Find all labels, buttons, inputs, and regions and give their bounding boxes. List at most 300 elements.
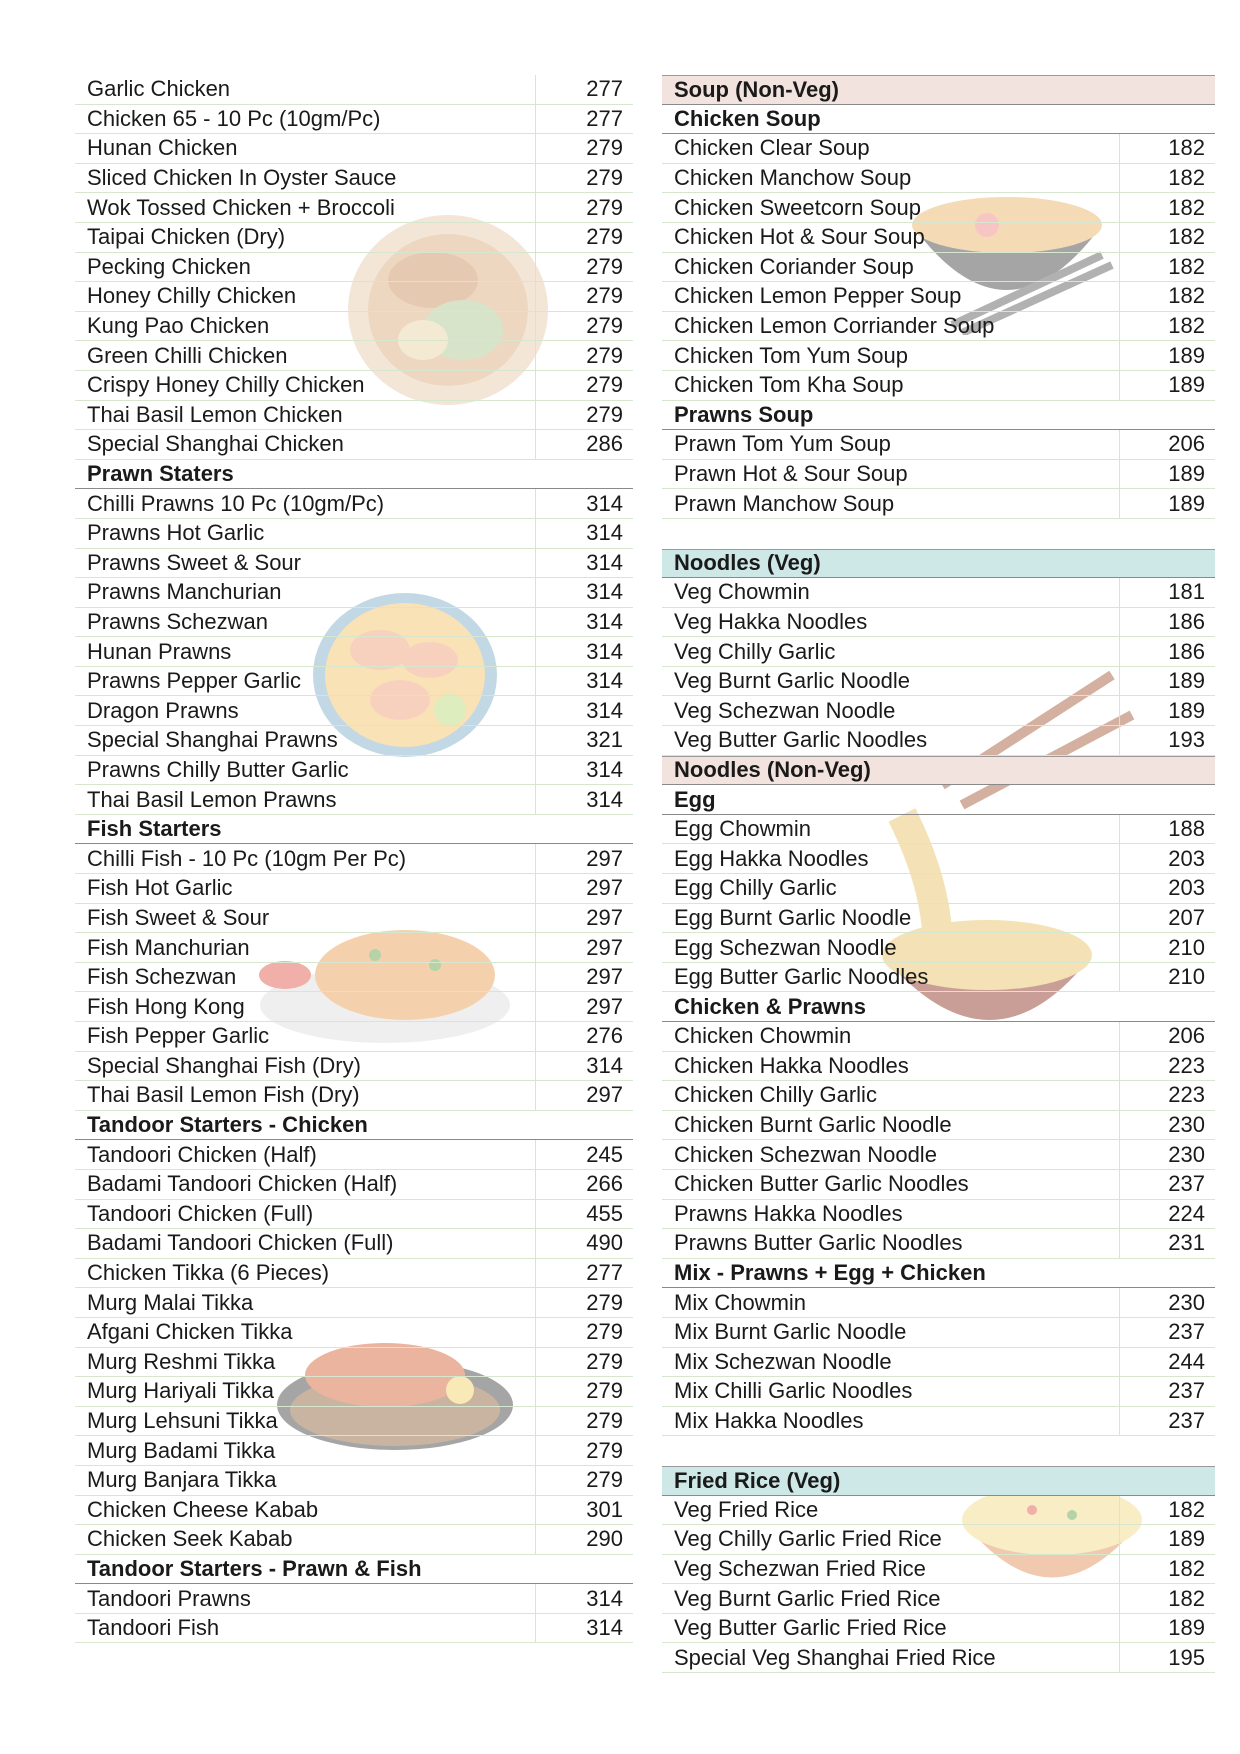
menu-item-price: 297 [535, 992, 633, 1021]
menu-item-name: Garlic Chicken [87, 76, 231, 102]
menu-item-price: 237 [1119, 1170, 1215, 1199]
menu-item-name: Chicken Manchow Soup [674, 165, 912, 191]
menu-item-name: Mix Chowmin [674, 1289, 807, 1315]
menu-item-price: 182 [1119, 164, 1215, 193]
menu-item-price: 279 [535, 341, 633, 370]
menu-item-price: 189 [1119, 460, 1215, 489]
menu-item-row [662, 430, 1215, 460]
menu-item-name: Chicken Clear Soup [674, 135, 870, 161]
menu-item-row [75, 1614, 633, 1644]
menu-item-row [75, 844, 633, 874]
menu-item-row [75, 1288, 633, 1318]
menu-item-price: 314 [535, 549, 633, 578]
menu-item-price: 314 [535, 667, 633, 696]
menu-item-name: Sliced Chicken In Oyster Sauce [87, 165, 397, 191]
menu-item-price: 266 [535, 1170, 633, 1199]
menu-item-name: Egg Chilly Garlic [674, 875, 837, 901]
menu-item-row [662, 844, 1215, 874]
menu-item-row [662, 1525, 1215, 1555]
menu-item-name: Chicken Seek Kabab [87, 1526, 293, 1552]
menu-item-name: Fish Schezwan [87, 964, 237, 990]
menu-item-name: Tandoori Fish [87, 1615, 220, 1641]
menu-item-name: Prawn Hot & Sour Soup [674, 461, 908, 487]
menu-item-price: 279 [535, 1377, 633, 1406]
left-menu-column [75, 75, 633, 1643]
menu-item-name: Prawns Chilly Butter Garlic [87, 756, 349, 782]
menu-item-row [75, 756, 633, 786]
menu-item-price: 230 [1119, 1140, 1215, 1169]
menu-item-name: Special Shanghai Fish (Dry) [87, 1052, 361, 1078]
menu-item-name: Veg Hakka Noodles [674, 608, 868, 634]
menu-item-row [75, 1436, 633, 1466]
menu-item-row [662, 696, 1215, 726]
section-header-tandoor-starters-prawn-fish [75, 1555, 633, 1585]
section-spacer [662, 519, 1215, 549]
menu-item-price: 276 [535, 1022, 633, 1051]
menu-item-price: 321 [535, 726, 633, 755]
section-header-mix-prawns-egg-chicken [662, 1259, 1215, 1289]
menu-item-row [75, 1584, 633, 1614]
menu-item-row [75, 401, 633, 431]
menu-item-price: 279 [535, 401, 633, 430]
menu-item-name: Murg Reshmi Tikka [87, 1348, 276, 1374]
menu-item-name: Veg Butter Garlic Noodles [674, 727, 928, 753]
menu-item-price: 279 [535, 1348, 633, 1377]
menu-item-price: 314 [535, 608, 633, 637]
menu-item-price: 314 [535, 1614, 633, 1643]
menu-item-row [662, 608, 1215, 638]
menu-item-name: Chilli Fish - 10 Pc (10gm Per Pc) [87, 845, 407, 871]
menu-item-row [75, 1525, 633, 1555]
menu-item-row [662, 164, 1215, 194]
menu-item-row [662, 1081, 1215, 1111]
menu-item-name: Prawns Hakka Noodles [674, 1200, 903, 1226]
menu-item-row [75, 1052, 633, 1082]
menu-item-name: Prawns Manchurian [87, 579, 282, 605]
menu-item-price: 279 [535, 164, 633, 193]
menu-item-price: 301 [535, 1496, 633, 1525]
menu-item-row [75, 519, 633, 549]
menu-item-price: 490 [535, 1229, 633, 1258]
menu-item-name: Special Veg Shanghai Fried Rice [674, 1644, 996, 1670]
menu-item-name: Chicken Schezwan Noodle [674, 1141, 937, 1167]
menu-item-price: 279 [535, 1318, 633, 1347]
menu-item-name: Fish Hot Garlic [87, 875, 233, 901]
menu-item-name: Prawn Manchow Soup [674, 490, 895, 516]
menu-item-row [75, 1140, 633, 1170]
menu-item-row [75, 105, 633, 135]
menu-item-row [75, 164, 633, 194]
menu-item-name: Prawns Schezwan [87, 608, 268, 634]
menu-item-row [662, 489, 1215, 519]
menu-item-price: 186 [1119, 637, 1215, 666]
menu-item-name: Chicken Tom Yum Soup [674, 342, 908, 368]
menu-item-name: Mix Hakka Noodles [674, 1408, 864, 1434]
menu-item-row [75, 874, 633, 904]
menu-item-name: Thai Basil Lemon Prawns [87, 786, 337, 812]
menu-item-name: Tandoori Prawns [87, 1585, 251, 1611]
menu-item-price: 237 [1119, 1377, 1215, 1406]
menu-item-price: 279 [535, 253, 633, 282]
menu-item-name: Chicken Burnt Garlic Noodle [674, 1112, 952, 1138]
menu-item-price: 188 [1119, 815, 1215, 844]
menu-item-row [662, 1555, 1215, 1585]
menu-item-row [662, 1584, 1215, 1614]
menu-item-price: 223 [1119, 1052, 1215, 1081]
menu-item-name: Egg Hakka Noodles [674, 845, 869, 871]
menu-item-row [75, 578, 633, 608]
section-header-prawns-soup [662, 401, 1215, 431]
section-title: Fried Rice (Veg) [674, 1467, 841, 1493]
menu-item-name: Mix Schezwan Noodle [674, 1348, 892, 1374]
menu-item-row [75, 1348, 633, 1378]
section-title: Noodles (Non-Veg) [674, 757, 871, 783]
menu-item-name: Chicken Chowmin [674, 1023, 852, 1049]
menu-item-row [662, 637, 1215, 667]
menu-item-name: Egg Schezwan Noodle [674, 934, 897, 960]
menu-item-name: Veg Chilly Garlic [674, 638, 836, 664]
menu-item-row [662, 1288, 1215, 1318]
menu-item-row [662, 1229, 1215, 1259]
menu-item-price: 182 [1119, 1555, 1215, 1584]
section-title: Prawn Staters [87, 461, 234, 487]
menu-item-row [75, 134, 633, 164]
section-header-noodles-non-veg [662, 756, 1215, 786]
menu-item-row [662, 1170, 1215, 1200]
menu-item-price: 279 [535, 1466, 633, 1495]
menu-item-row [662, 1140, 1215, 1170]
menu-item-name: Prawns Pepper Garlic [87, 668, 301, 694]
menu-item-name: Prawn Tom Yum Soup [674, 431, 891, 457]
menu-item-name: Murg Malai Tikka [87, 1289, 254, 1315]
menu-item-price: 279 [535, 1288, 633, 1317]
menu-item-name: Chicken Lemon Corriander Soup [674, 313, 995, 339]
menu-item-name: Murg Hariyali Tikka [87, 1378, 275, 1404]
menu-item-row [75, 1259, 633, 1289]
menu-item-price: 279 [535, 312, 633, 341]
menu-item-price: 223 [1119, 1081, 1215, 1110]
menu-item-row [662, 578, 1215, 608]
section-header-chicken-prawns [662, 992, 1215, 1022]
menu-item-name: Murg Badami Tikka [87, 1437, 276, 1463]
section-title: Egg [674, 786, 716, 812]
menu-item-row [662, 312, 1215, 342]
section-title: Chicken Soup [674, 105, 821, 131]
menu-item-name: Afgani Chicken Tikka [87, 1319, 293, 1345]
menu-item-price: 210 [1119, 933, 1215, 962]
menu-item-price: 237 [1119, 1318, 1215, 1347]
menu-item-row [662, 667, 1215, 697]
menu-item-name: Crispy Honey Chilly Chicken [87, 372, 365, 398]
menu-item-price: 189 [1119, 667, 1215, 696]
menu-item-name: Chicken Lemon Pepper Soup [674, 283, 962, 309]
menu-item-price: 314 [535, 637, 633, 666]
menu-item-price: 314 [535, 696, 633, 725]
menu-item-name: Chicken Hot & Sour Soup [674, 224, 925, 250]
menu-item-price: 189 [1119, 1614, 1215, 1643]
menu-item-name: Badami Tandoori Chicken (Half) [87, 1171, 398, 1197]
menu-item-row [662, 1348, 1215, 1378]
menu-item-price: 182 [1119, 312, 1215, 341]
menu-item-name: Murg Banjara Tikka [87, 1467, 277, 1493]
menu-item-row [75, 1318, 633, 1348]
menu-item-price: 186 [1119, 608, 1215, 637]
menu-item-row [662, 933, 1215, 963]
menu-item-price: 195 [1119, 1643, 1215, 1672]
menu-item-price: 244 [1119, 1348, 1215, 1377]
menu-item-price: 182 [1119, 1584, 1215, 1613]
menu-item-name: Taipai Chicken (Dry) [87, 224, 286, 250]
menu-item-name: Chicken Cheese Kabab [87, 1496, 319, 1522]
menu-item-name: Fish Pepper Garlic [87, 1023, 270, 1049]
menu-item-price: 297 [535, 904, 633, 933]
menu-item-row [662, 1407, 1215, 1437]
menu-item-name: Dragon Prawns [87, 697, 239, 723]
menu-item-row [75, 1229, 633, 1259]
menu-item-row [662, 460, 1215, 490]
menu-item-row [662, 134, 1215, 164]
menu-item-price: 314 [535, 1584, 633, 1613]
menu-item-name: Chicken Tikka (6 Pieces) [87, 1260, 330, 1286]
menu-item-row [662, 1614, 1215, 1644]
menu-item-row [662, 1200, 1215, 1230]
section-header-noodles-veg [662, 549, 1215, 579]
menu-item-name: Honey Chilly Chicken [87, 283, 297, 309]
menu-item-row [75, 608, 633, 638]
section-title: Chicken & Prawns [674, 993, 866, 1019]
section-header-fish-starters [75, 815, 633, 845]
menu-item-price: 279 [535, 371, 633, 400]
menu-item-row [75, 75, 633, 105]
menu-item-row [75, 696, 633, 726]
menu-item-name: Prawns Hot Garlic [87, 520, 265, 546]
menu-item-row [75, 785, 633, 815]
menu-item-price: 245 [535, 1140, 633, 1169]
menu-item-row [75, 223, 633, 253]
menu-item-row [662, 1111, 1215, 1141]
menu-item-name: Veg Burnt Garlic Fried Rice [674, 1585, 941, 1611]
menu-item-price: 230 [1119, 1288, 1215, 1317]
section-title: Noodles (Veg) [674, 550, 821, 576]
menu-item-name: Veg Schezwan Fried Rice [674, 1555, 926, 1581]
menu-item-price: 297 [535, 844, 633, 873]
section-title: Prawns Soup [674, 401, 814, 427]
menu-item-row [75, 1407, 633, 1437]
menu-item-name: Mix Chilli Garlic Noodles [674, 1378, 913, 1404]
menu-item-row [662, 1377, 1215, 1407]
menu-item-price: 230 [1119, 1111, 1215, 1140]
menu-item-price: 182 [1119, 253, 1215, 282]
menu-item-row [75, 1496, 633, 1526]
menu-item-name: Chicken 65 - 10 Pc (10gm/Pc) [87, 105, 381, 131]
menu-item-row [75, 430, 633, 460]
menu-item-name: Chicken Sweetcorn Soup [674, 194, 922, 220]
menu-item-price: 189 [1119, 341, 1215, 370]
menu-item-name: Chicken Chilly Garlic [674, 1082, 877, 1108]
menu-item-price: 455 [535, 1200, 633, 1229]
menu-item-name: Mix Burnt Garlic Noodle [674, 1319, 907, 1345]
menu-item-name: Murg Lehsuni Tikka [87, 1408, 278, 1434]
menu-item-name: Fish Hong Kong [87, 993, 245, 1019]
menu-item-row [75, 933, 633, 963]
menu-item-row [662, 1022, 1215, 1052]
menu-item-name: Kung Pao Chicken [87, 313, 270, 339]
menu-item-row [75, 904, 633, 934]
menu-item-name: Veg Burnt Garlic Noodle [674, 668, 911, 694]
menu-item-name: Green Chilli Chicken [87, 342, 288, 368]
menu-item-price: 277 [535, 1259, 633, 1288]
menu-item-name: Veg Chowmin [674, 579, 810, 605]
menu-item-price: 297 [535, 874, 633, 903]
menu-item-row [662, 1643, 1215, 1673]
menu-item-row [662, 963, 1215, 993]
menu-item-row [75, 1377, 633, 1407]
menu-item-row [75, 1022, 633, 1052]
menu-item-name: Veg Butter Garlic Fried Rice [674, 1615, 947, 1641]
menu-item-price: 290 [535, 1525, 633, 1554]
menu-item-price: 207 [1119, 904, 1215, 933]
menu-item-row [75, 489, 633, 519]
menu-item-row [662, 1496, 1215, 1526]
menu-item-row [75, 1466, 633, 1496]
menu-item-price: 182 [1119, 134, 1215, 163]
menu-item-row [662, 193, 1215, 223]
menu-item-row [662, 1052, 1215, 1082]
menu-item-price: 279 [535, 134, 633, 163]
section-title: Tandoor Starters - Chicken [87, 1112, 368, 1138]
menu-item-name: Egg Chowmin [674, 816, 811, 842]
menu-item-price: 279 [535, 1436, 633, 1465]
menu-item-price: 297 [535, 933, 633, 962]
menu-item-price: 206 [1119, 430, 1215, 459]
menu-item-row [662, 904, 1215, 934]
menu-item-name: Fish Manchurian [87, 934, 250, 960]
menu-item-row [75, 193, 633, 223]
menu-item-price: 182 [1119, 282, 1215, 311]
menu-item-row [75, 1081, 633, 1111]
menu-item-name: Veg Fried Rice [674, 1496, 819, 1522]
section-header-prawn-staters [75, 460, 633, 490]
menu-item-row [662, 815, 1215, 845]
menu-item-row [75, 992, 633, 1022]
menu-item-row [662, 341, 1215, 371]
menu-item-row [662, 253, 1215, 283]
menu-item-price: 314 [535, 578, 633, 607]
menu-item-name: Veg Schezwan Noodle [674, 697, 896, 723]
section-title: Soup (Non-Veg) [674, 76, 839, 102]
menu-item-row [662, 371, 1215, 401]
menu-item-price: 193 [1119, 726, 1215, 755]
menu-item-price: 189 [1119, 1525, 1215, 1554]
menu-item-name: Egg Burnt Garlic Noodle [674, 904, 912, 930]
section-header-soup-non-veg [662, 75, 1215, 105]
menu-item-name: Special Shanghai Chicken [87, 431, 344, 457]
section-title: Tandoor Starters - Prawn & Fish [87, 1555, 422, 1581]
menu-item-row [75, 371, 633, 401]
menu-item-price: 279 [535, 223, 633, 252]
menu-item-price: 182 [1119, 193, 1215, 222]
menu-item-price: 182 [1119, 223, 1215, 252]
right-menu-column [662, 75, 1215, 1673]
menu-item-name: Badami Tandoori Chicken (Full) [87, 1230, 394, 1256]
menu-item-name: Egg Butter Garlic Noodles [674, 964, 929, 990]
menu-item-price: 314 [535, 489, 633, 518]
menu-item-row [75, 963, 633, 993]
menu-item-name: Wok Tossed Chicken + Broccoli [87, 194, 395, 220]
menu-item-name: Tandoori Chicken (Full) [87, 1200, 314, 1226]
menu-item-row [662, 874, 1215, 904]
menu-item-row [75, 253, 633, 283]
menu-item-row [662, 726, 1215, 756]
menu-item-row [75, 1200, 633, 1230]
menu-item-row [662, 223, 1215, 253]
menu-item-price: 206 [1119, 1022, 1215, 1051]
menu-item-price: 279 [535, 282, 633, 311]
menu-item-name: Chilli Prawns 10 Pc (10gm/Pc) [87, 490, 385, 516]
menu-item-price: 189 [1119, 489, 1215, 518]
menu-item-price: 279 [535, 193, 633, 222]
menu-item-price: 189 [1119, 696, 1215, 725]
menu-item-name: Chicken Tom Kha Soup [674, 372, 904, 398]
menu-item-name: Prawns Butter Garlic Noodles [674, 1230, 963, 1256]
section-header-fried-rice-veg [662, 1466, 1215, 1496]
menu-item-price: 203 [1119, 844, 1215, 873]
menu-item-price: 210 [1119, 963, 1215, 992]
menu-item-row [75, 637, 633, 667]
menu-item-price: 314 [535, 756, 633, 785]
menu-item-price: 297 [535, 1081, 633, 1110]
menu-item-price: 181 [1119, 578, 1215, 607]
menu-item-row [75, 312, 633, 342]
menu-item-name: Prawns Sweet & Sour [87, 549, 301, 575]
menu-item-price: 203 [1119, 874, 1215, 903]
menu-item-price: 286 [535, 430, 633, 459]
menu-item-price: 189 [1119, 371, 1215, 400]
menu-item-name: Veg Chilly Garlic Fried Rice [674, 1526, 942, 1552]
menu-item-name: Fish Sweet & Sour [87, 904, 270, 930]
menu-item-price: 314 [535, 785, 633, 814]
menu-item-name: Chicken Butter Garlic Noodles [674, 1171, 969, 1197]
menu-item-price: 182 [1119, 1496, 1215, 1525]
menu-item-name: Thai Basil Lemon Fish (Dry) [87, 1082, 360, 1108]
menu-item-row [662, 1318, 1215, 1348]
menu-item-price: 314 [535, 519, 633, 548]
menu-item-name: Chicken Hakka Noodles [674, 1052, 909, 1078]
section-spacer [662, 1436, 1215, 1466]
menu-item-price: 231 [1119, 1229, 1215, 1258]
menu-item-price: 279 [535, 1407, 633, 1436]
menu-item-name: Thai Basil Lemon Chicken [87, 401, 343, 427]
section-header-tandoor-starters-chicken [75, 1111, 633, 1141]
menu-item-row [75, 282, 633, 312]
menu-item-row [75, 726, 633, 756]
menu-item-price: 297 [535, 963, 633, 992]
menu-item-price: 224 [1119, 1200, 1215, 1229]
menu-item-row [75, 667, 633, 697]
menu-item-price: 314 [535, 1052, 633, 1081]
section-title: Mix - Prawns + Egg + Chicken [674, 1260, 986, 1286]
menu-item-name: Hunan Chicken [87, 135, 238, 161]
section-title: Fish Starters [87, 816, 222, 842]
menu-item-price: 277 [535, 105, 633, 134]
menu-item-name: Hunan Prawns [87, 638, 232, 664]
section-header-chicken-soup [662, 105, 1215, 135]
menu-item-price: 277 [535, 75, 633, 104]
section-header-egg [662, 785, 1215, 815]
menu-item-row [662, 282, 1215, 312]
menu-item-row [75, 1170, 633, 1200]
menu-item-name: Chicken Coriander Soup [674, 253, 914, 279]
